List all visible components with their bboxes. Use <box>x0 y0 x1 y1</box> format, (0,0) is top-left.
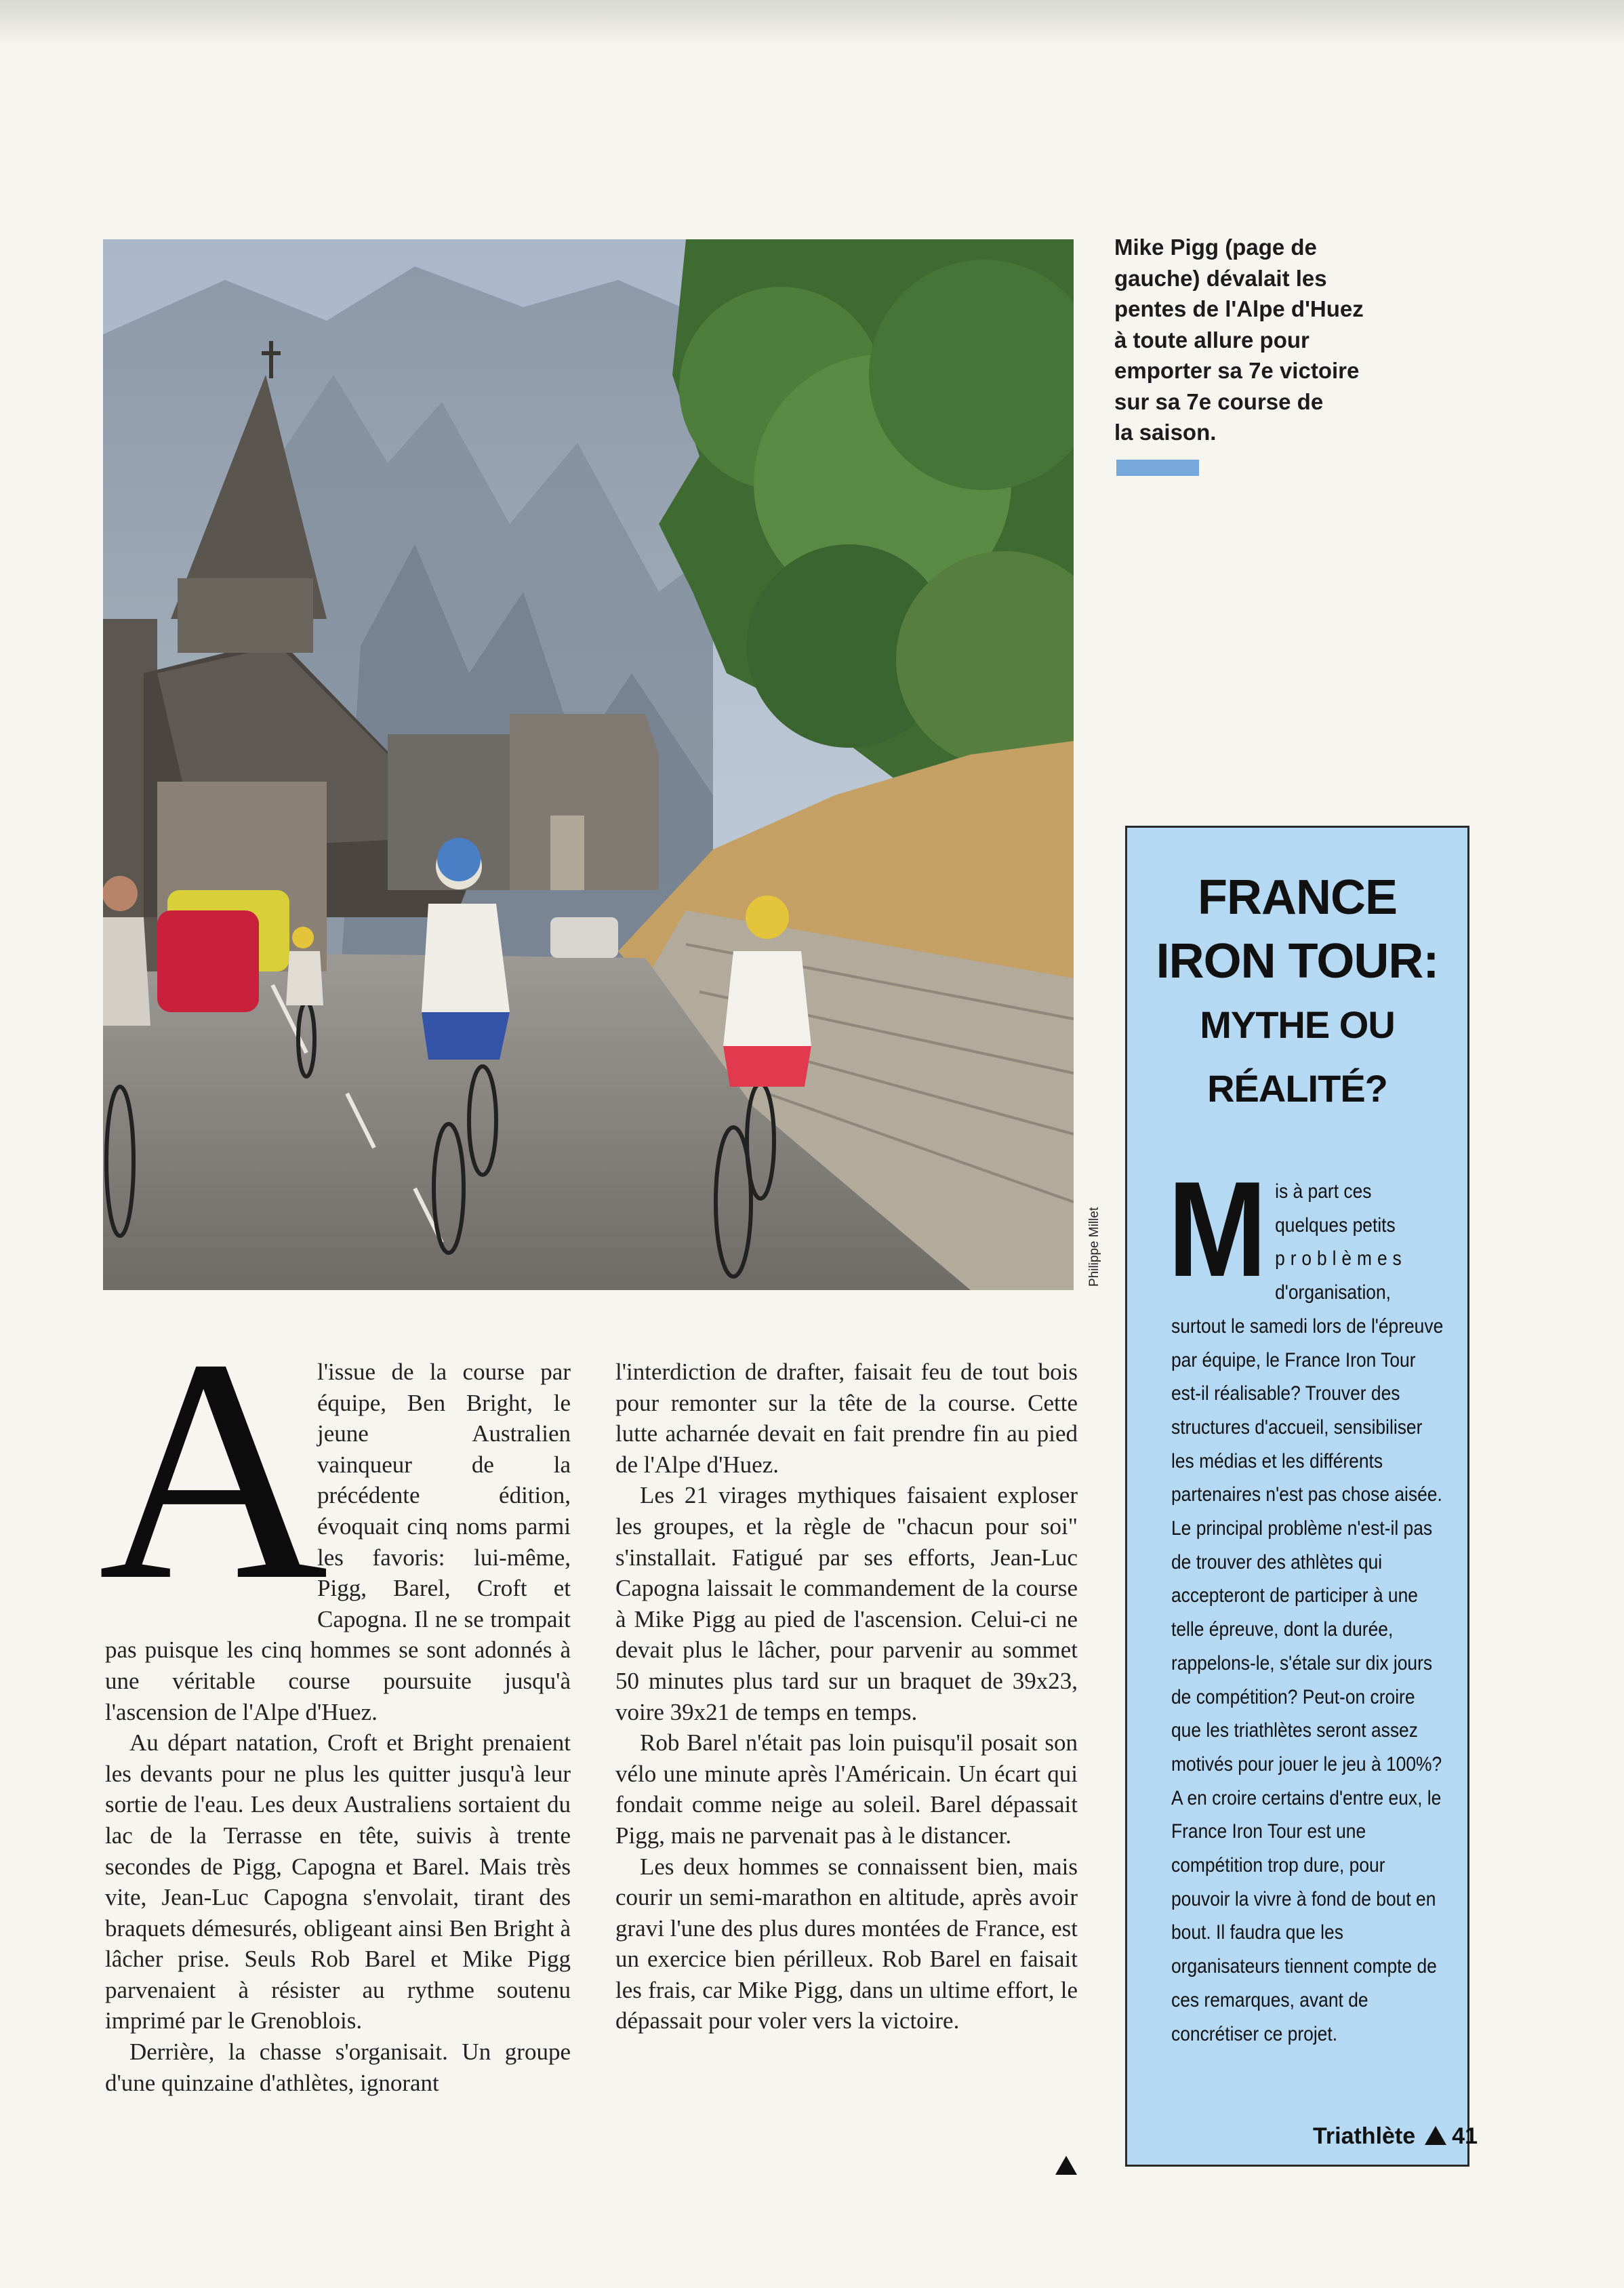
caption-accent-bar <box>1116 460 1199 476</box>
race-photo <box>103 239 1074 1290</box>
caption-line: emporter sa 7e victoire <box>1114 358 1360 383</box>
page-top-shadow <box>0 0 1624 47</box>
article-paragraph: l'interdiction de drafter, faisait feu de tout bois pour remonter sur la tête de la course. Cette lutte acharnée devait en fait prendre fin au pied de l'Alpe d'Huez. <box>615 1359 1078 1478</box>
sidebar-title-line: FRANCE <box>1198 870 1397 925</box>
caption-line: la saison. <box>1114 420 1217 445</box>
article-column-1 <box>98 1293 571 2098</box>
article-paragraph: Les deux hommes se connaissent bien, mais courir un semi-marathon en altitude, après avoir gravi l'une des plus dures montées de France, est un exercice bien périlleux. Rob Barel en faisait les frais, car Mike Pigg, dans un ultime effort, le dépassait pour voler vers la victoire. <box>615 1853 1078 2034</box>
caption-line: gauche) dévalait les <box>1114 265 1327 291</box>
caption-line: Mike Pigg (page de <box>1114 235 1317 260</box>
magazine-name: Triathlète <box>1313 2123 1416 2149</box>
article-column-2 <box>615 1357 1078 2036</box>
page-number: 41 <box>1452 2123 1478 2149</box>
page-footer <box>1313 2123 1478 2150</box>
race-photo-illustration <box>103 239 1074 1290</box>
footer-triangle-icon <box>1425 2126 1446 2145</box>
end-mark-triangle-icon <box>1055 2156 1077 2175</box>
article-paragraph: Au départ natation, Croft et Bright prenaient les devants pour ne plus les quitter jusqu'à leur sortie de l'eau. Les deux Australiens sortaient du lac de la Terrasse en tête, suivis à trente secondes de Pigg, Capogna et Barel. Mais très vite, Jean-Luc Capogna s'envolait, tirant des braquets démesurés, obligeant ainsi Ben Bright à lâcher prise. Seuls Rob Barel et Mike Pigg parvenaient à résister au rythme soutenu imprimé par le Grenoblois. <box>105 1729 571 2034</box>
sidebar-paragraph: Le principal problème n'est-il pas de trouver des athlètes qui accepteront de participer à une telle épreuve, dont la durée, rappelons-le, s'étale sur dix jours de compétition? Peut-on croire que les triathlètes seront assez motivés pour jouer le jeu à 100%? A en croire certains d'entre eux, le France Iron Tour est une compétition trop dure, pour pouvoir la vivre à fond de bout en bout. Il faudra que les organisateurs tiennent compte de ces remarques, avant de concrétiser ce projet. <box>1171 1517 1442 2045</box>
photo-credit: Philippe Millet <box>1087 1207 1101 1287</box>
article-paragraph: Rob Barel n'était pas loin puisqu'il posait son vélo une minute après l'Américain. Un écart qui fondait comme neige au soleil. Barel dépassait Pigg, mais ne parvenait pas à le distancer. <box>615 1729 1078 1849</box>
caption-line: pentes de l'Alpe d'Huez <box>1114 296 1364 321</box>
article-paragraph: Derrière, la chasse s'organisait. Un groupe d'une quinzaine d'athlètes, ignorant <box>105 2039 571 2096</box>
sidebar-title-line: RÉALITÉ? <box>1207 1067 1387 1110</box>
photo-caption <box>1114 232 1399 448</box>
sidebar-title-line: MYTHE OU <box>1200 1003 1395 1046</box>
article-paragraph: A l'issue de la course par équipe, Ben Bright, le jeune Australien vainqueur de la précédente édition, évoquait cinq noms parmi les favoris: lui-même, Pigg, Barel, Croft et Capogna. Il ne se trompait pas puisque les cinq hommes se sont adonnés à une véritable course poursuite jusqu'à l'ascension de l'Alpe d'Huez. <box>98 1293 571 1725</box>
caption-line: à toute allure pour <box>1114 327 1310 353</box>
sidebar-box <box>1125 826 1469 2167</box>
sidebar-drop-cap: M <box>1167 1154 1267 1305</box>
sidebar-body <box>1167 1154 1444 2051</box>
article-paragraph: Les 21 virages mythiques faisaient exploser les groupes, et la règle de "chacun pour soi" s'installait. Fatigué par ses efforts, Jean-Luc Capogna laissait le commandement de la course à Mike Pigg au pied de l'ascension. Celui-ci ne devait plus le lâcher, pour parvenir au sommet 50 minutes plus tard sur un braquet de 39x23, voire 39x21 de temps en temps. <box>615 1482 1078 1725</box>
drop-cap: A <box>98 1293 329 1646</box>
caption-line: sur sa 7e course de <box>1114 388 1324 414</box>
sidebar-title-line: IRON TOUR: <box>1156 934 1439 988</box>
sidebar-paragraph: Mis à part ces quelques petits problèmes d'organisation, surtout le samedi lors de l'épreuve par équipe, le France Iron Tour est-il réalisable? Trouver des structures d'accueil, sensibiliser les médias et les différents partenaires n'est pas chose aisée. <box>1167 1154 1444 1506</box>
sidebar-title <box>1127 866 1467 1121</box>
